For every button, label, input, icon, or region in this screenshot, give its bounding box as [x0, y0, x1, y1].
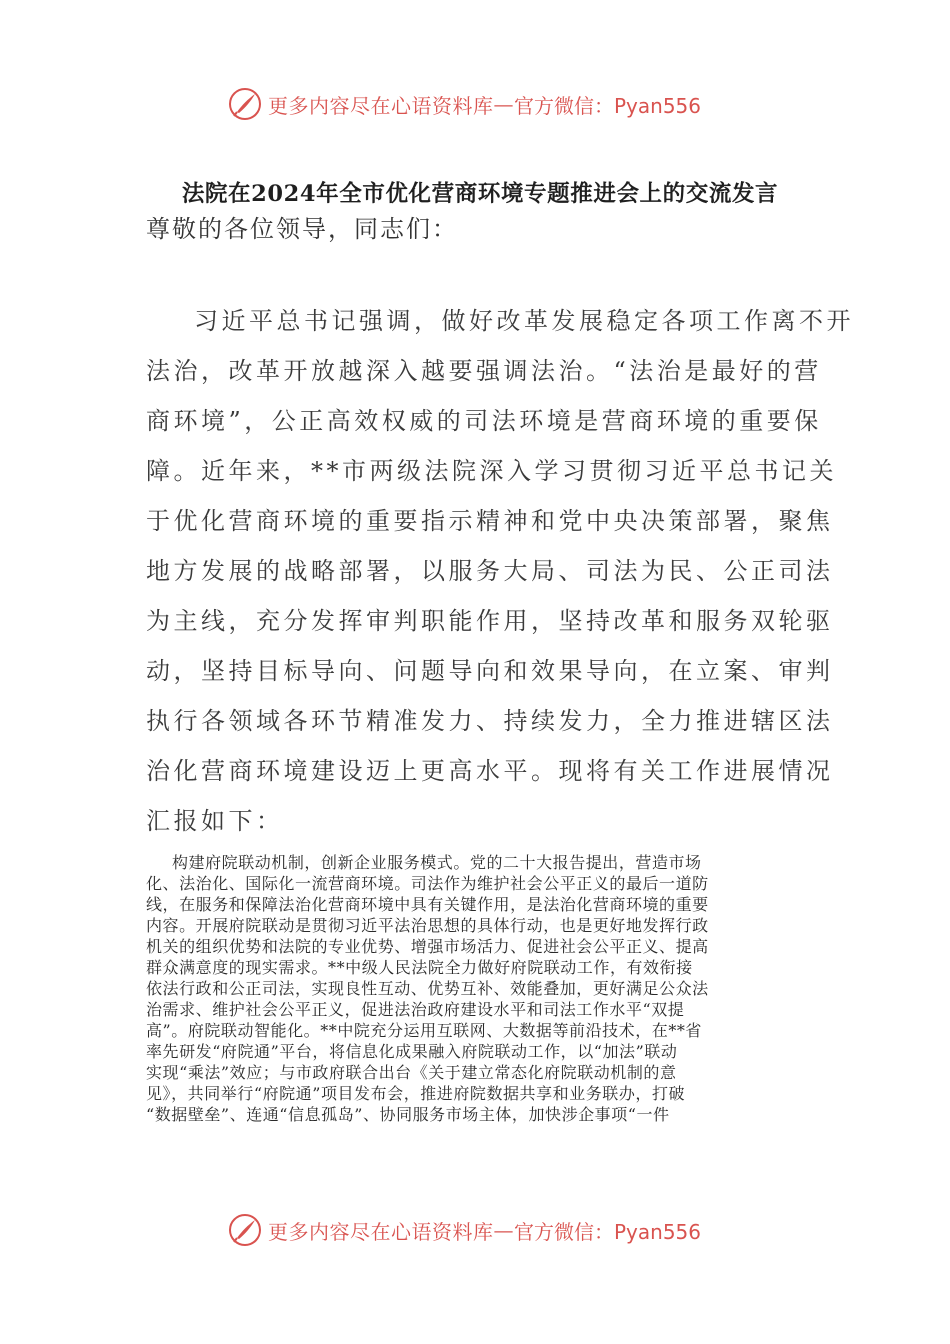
text-line: 动，坚持目标导向、问题导向和效果导向，在立案、审判 — [146, 657, 834, 685]
watermark-banner-top — [228, 84, 748, 124]
watermark-wechat: 官方微信：Pyan556 — [514, 1219, 702, 1244]
paragraph-intro — [146, 296, 854, 846]
quill-logo-icon — [228, 87, 262, 121]
quill-logo-icon — [228, 1213, 262, 1247]
text-line: 于优化营商环境的重要指示精神和党中央决策部署，聚焦 — [146, 507, 834, 535]
text-line: 率先研发“府院通”平台，将信息化成果融入府院联动工作，以“加法”联动 — [146, 1042, 678, 1061]
watermark-dash: — — [493, 92, 514, 116]
text-line: 汇报如下： — [146, 807, 284, 835]
text-line: 为主线，充分发挥审判职能作用，坚持改革和服务双轮驱 — [146, 607, 834, 635]
watermark-banner-bottom — [228, 1210, 748, 1250]
paragraph-body — [146, 852, 806, 1125]
text-line: 内容。开展府院联动是贯彻习近平法治思想的具体行动，也是更好地发挥行政 — [146, 916, 709, 935]
text-line: 高”。府院联动智能化。**中院充分运用互联网、大数据等前沿技术，在**省 — [146, 1021, 702, 1040]
text-line: 习近平总书记强调，做好改革发展稳定各项工作离不开 — [194, 307, 854, 335]
watermark-text: 更多内容尽在心语资料库 — [268, 1219, 494, 1244]
text-line: 障。近年来，**市两级法院深入学习贯彻习近平总书记关 — [146, 457, 837, 485]
text-line: 治化营商环境建设迈上更高水平。现将有关工作进展情况 — [146, 757, 834, 785]
text-line: 群众满意度的现实需求。**中级人民法院全力做好府院联动工作，有效衔接 — [146, 958, 693, 977]
watermark-wechat: 官方微信：Pyan556 — [514, 93, 702, 118]
text-line: 见》，共同举行“府院通”项目发布会，推进府院数据共享和业务联办，打破 — [146, 1084, 686, 1103]
text-line: “数据壁垒”、连通“信息孤岛”、协同服务市场主体，加快涉企事项“一件 — [146, 1105, 670, 1124]
text-line: 执行各领域各环节精准发力、持续发力，全力推进辖区法 — [146, 707, 834, 735]
text-line: 化、法治化、国际化一流营商环境。司法作为维护社会公平正义的最后一道防 — [146, 874, 709, 893]
watermark-dash: — — [493, 1218, 514, 1242]
page-title: 法院在2024年全市优化营商环境专题推进会上的交流发言 — [181, 181, 779, 207]
text-line: 线，在服务和保障法治化营商环境中具有关键作用，是法治化营商环境的重要 — [146, 895, 709, 914]
text-line: 依法行政和公正司法，实现良性互动、优势互补、效能叠加，更好满足公众法 — [146, 979, 709, 998]
text-line: 实现“乘法”效应；与市政府联合出台《关于建立常态化府院联动机制的意 — [146, 1063, 677, 1082]
watermark-text: 更多内容尽在心语资料库 — [268, 93, 494, 118]
text-line: 机关的组织优势和法院的专业优势、增强市场活力、促进社会公平正义、提高 — [146, 937, 709, 956]
text-line: 法治，改革开放越深入越要强调法治。“法治是最好的营 — [146, 357, 822, 385]
text-line: 构建府院联动机制，创新企业服务模式。党的二十大报告提出，营造市场 — [172, 853, 702, 872]
text-line: 治需求、维护社会公平正义，促进法治政府建设水平和司法工作水平“双提 — [146, 1000, 685, 1019]
text-line: 商环境”，公正高效权威的司法环境是营商环境的重要保 — [146, 407, 822, 435]
text-line: 地方发展的战略部署，以服务大局、司法为民、公正司法 — [146, 557, 834, 585]
greeting: 尊敬的各位领导，同志们： — [146, 215, 458, 243]
